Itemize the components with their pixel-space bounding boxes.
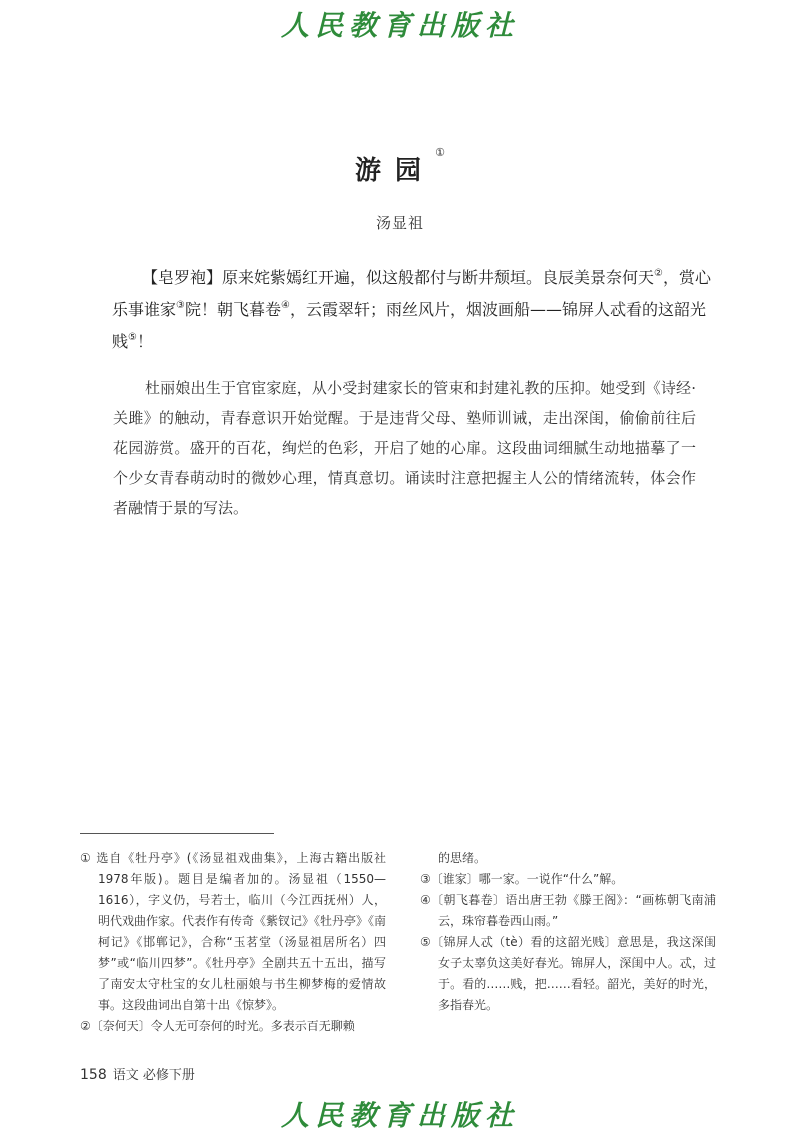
footnote-2-continued: 的思绪。 <box>438 851 487 865</box>
publisher-logo-bottom: 人民教育出版社 <box>280 1099 519 1132</box>
verse-part-4: ，云霞翠轩；雨丝风片，烟波画船——锦屏人忒看的这韶光贱 <box>112 300 706 351</box>
footnote-marker-5: ⑤ <box>128 332 137 343</box>
footnotes-right-column <box>420 848 716 1016</box>
footnote-5: ⑤〔锦屏人忒（tè）看的这韶光贱〕意思是，我这深闺女子太辜负这美好春光。锦屏人，深闺中人。忒，过于。看的……贱，把……看轻。韶光，美好的时光，多指春光。 <box>420 935 716 1012</box>
author: 汤显祖 <box>375 214 424 232</box>
intro-paragraph: 杜丽娘出生于官宦家庭，从小受封建家长的管束和封建礼教的压抑。她受到《诗经·关雎》的触动，青春意识开始觉醒。于是违背父母、塾师训诫，走出深闺，偷偷前往后花园游赏。盛开的百花，绚烂的色彩，开启了她的心扉。这段曲词细腻生动地描摹了一个少女青春萌动时的微妙心理，情真意切。诵读时注意把握主人公的情绪流转，体会作者融情于景的写法。 <box>113 379 696 517</box>
verse-text <box>112 262 712 358</box>
verse-part-1: 原来姹紫嫣红开遍，似这般都付与断井颓垣。良辰美景奈何天 <box>222 268 655 287</box>
verse-part-5: ！ <box>136 332 153 351</box>
tune-name: 【皂罗袍】 <box>142 268 223 287</box>
footnotes-left-column <box>80 848 386 1037</box>
page-title <box>0 146 800 187</box>
verse-part-2: ，赏心乐事谁家 <box>112 268 712 319</box>
footnote-marker-3: ③ <box>176 300 185 311</box>
footnote-divider <box>80 833 274 834</box>
footnote-2: ②〔奈何天〕令人无可奈何的时光。多表示百无聊赖 <box>80 1019 355 1033</box>
page-footer <box>80 1064 195 1083</box>
footnote-3: ③〔谁家〕哪一家。一说作“什么”解。 <box>420 872 624 886</box>
footnote-1: ① 选自《牡丹亭》(《汤显祖戏曲集》，上海古籍出版社 1978年版)。题目是编者加的。汤显祖（1550—1616），字义仍，号若士，临川（今江西抚州）人，明代戏曲作家。代表作有传奇《紫钗记》《牡丹亭》《南柯记》《邯郸记》，合称“玉茗堂（汤显祖居所名）四梦”或“临川四梦”。《牡丹亭》全剧共五十五出，描写了南安太守杜宝的女儿杜丽娘与书生柳梦梅的爱情故事。这段曲词出自第十出《惊梦》。 <box>80 851 387 1012</box>
footnote-4: ④〔朝飞暮卷〕语出唐王勃《滕王阁》：“画栋朝飞南浦云，珠帘暮卷西山雨。” <box>420 893 716 928</box>
publisher-logo-top: 人民教育出版社 <box>280 9 519 42</box>
footnote-marker-2: ② <box>654 268 663 279</box>
page-number: 158 <box>80 1067 107 1083</box>
footnote-marker-4: ④ <box>281 300 290 311</box>
verse-part-3: 院！朝飞暮卷 <box>184 300 281 319</box>
title-footnote-marker: ① <box>435 146 445 159</box>
title-text: 游园 <box>355 156 436 186</box>
book-name: 语文 必修下册 <box>112 1068 195 1083</box>
